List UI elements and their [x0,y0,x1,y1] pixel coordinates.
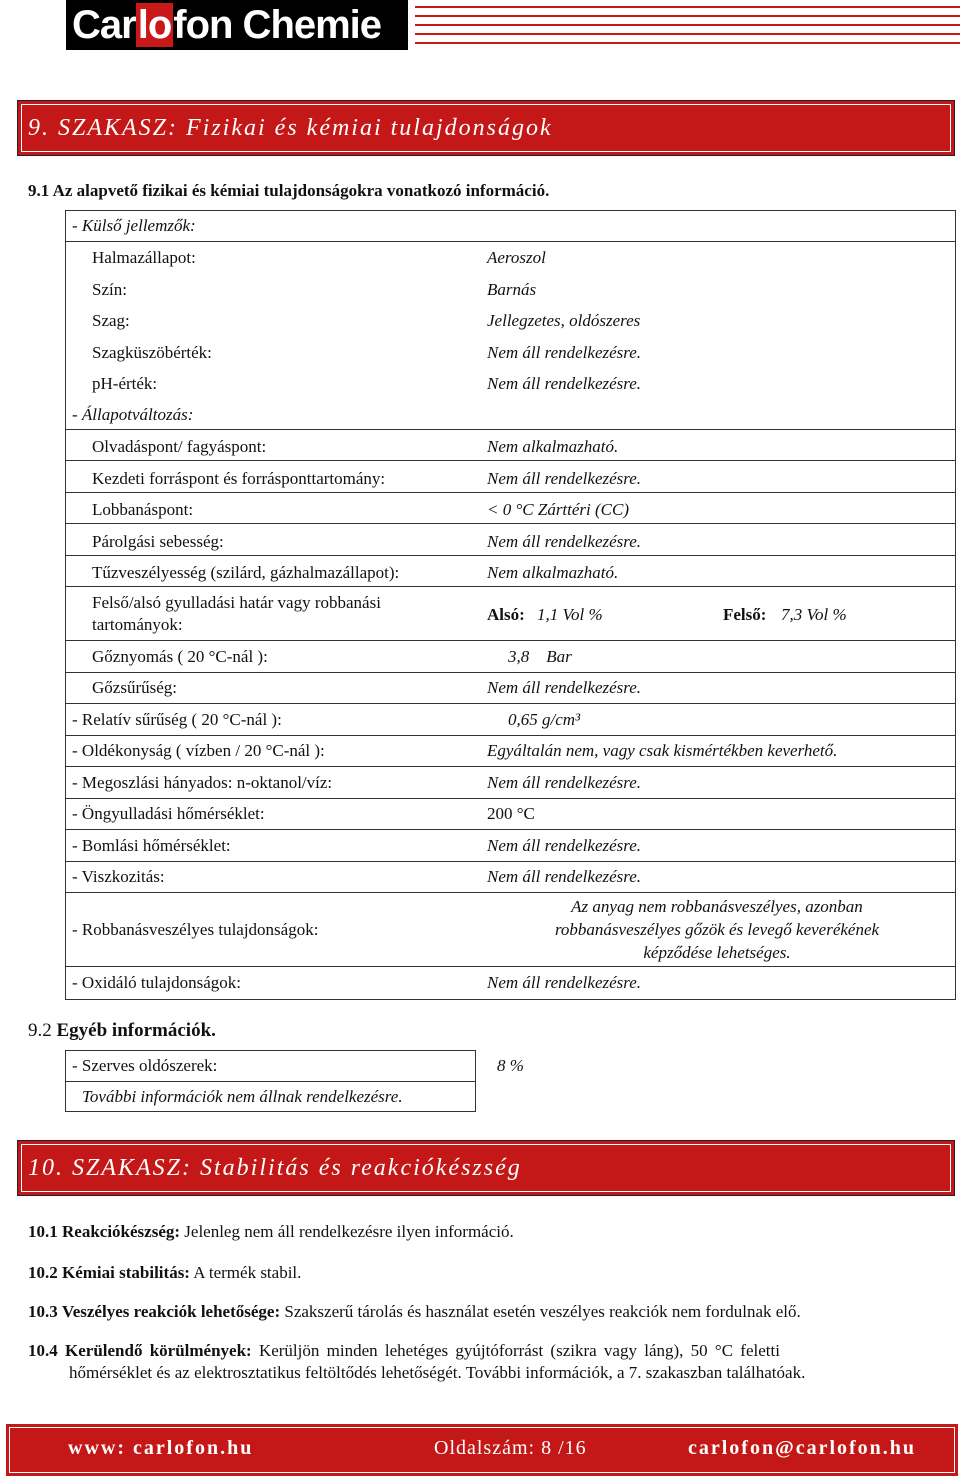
row-label: Kezdeti forráspont és forrásponttartomány: [92,469,386,488]
upper-limit-label: Felső: [723,605,767,624]
upper-limit-value: 7,3 Vol % [781,605,847,624]
item-10-1: 10.1 Reakciókészség: Jelenleg nem áll rendelkezésre ilyen információ. [28,1222,514,1241]
row-divider [65,861,956,862]
row-divider [65,966,956,967]
row-label: - Öngyulladási hőmérséklet: [72,804,265,823]
row-value: Jellegzetes, oldószeres [487,311,641,330]
row-divider [65,429,956,430]
row-label: Olvadáspont/ fagyáspont: [92,437,267,456]
row-label: - Oldékonyság ( vízben / 20 °C-nál ): [72,741,325,760]
row-label: Gőzsűrűség: [92,678,177,697]
item-10-3: 10.3 Veszélyes reakciók lehetősége: Szakszerű tárolás és használat esetén veszélyes reakciók nem fordulnak elő. [28,1302,801,1321]
row-divider [65,640,956,641]
row-value: Nem áll rendelkezésre. [487,773,642,792]
row-value: 200 °C [487,804,535,823]
row-label: Lobbanáspont: [92,500,194,519]
section-10-title: 10. SZAKASZ: Stabilitás és reakciókészség [28,1155,522,1181]
row-value: Nem áll rendelkezésre. [487,973,642,992]
lower-limit-label: Alsó: [487,605,525,624]
row-divider [65,1081,476,1082]
row-value: Nem alkalmazható. [487,563,619,582]
row-divider [65,766,956,767]
row-label: Szagküszöbérték: [92,343,212,362]
row-value: képződése lehetséges. [643,943,791,962]
section-9-title: 9. SZAKASZ: Fizikai és kémiai tulajdonságok [28,115,553,141]
row-divider [65,703,956,704]
subsection-9-2-heading: 9.2 Egyéb információk. [28,1020,216,1041]
row-label: Halmazállapot: [92,248,196,267]
row-value: Nem áll rendelkezésre. [487,836,642,855]
row-divider [65,523,956,524]
subsection-9-1-heading: 9.1 Az alapvető fizikai és kémiai tulajdonságokra vonatkozó információ. [28,181,550,200]
more-info-text: További információk nem állnak rendelkezésre. [82,1087,403,1106]
row-value: Nem áll rendelkezésre. [487,469,642,488]
row-divider [65,798,956,799]
row-divider [65,460,956,461]
footer-page-number: Oldalszám: 8 /16 [434,1437,587,1459]
row-divider [65,829,956,830]
row-label: Párolgási sebesség: [92,532,224,551]
row-value: < 0 °C Zárttéri (CC) [487,500,630,519]
row-label: Tűzveszélyesség (szilárd, gázhalmazállapot): [92,563,400,582]
row-value: robbanásveszélyes gőzök és levegő keverékének [554,920,880,939]
row-label: Szín: [92,280,127,299]
item-10-2: 10.2 Kémiai stabilitás: A termék stabil. [28,1263,302,1282]
page-footer [6,1424,958,1476]
row-divider [65,492,956,493]
row-label: - Oxidáló tulajdonságok: [72,973,242,992]
row-label: - Külső jellemzők: [72,216,196,235]
row-value: Egyáltalán nem, vagy csak kismértékben keverhető. [487,741,838,760]
section-9-header [17,100,955,156]
row-value: 3,8 Bar [508,647,572,666]
row-divider [65,555,956,556]
footer-website: www: carlofon.hu [68,1437,254,1459]
row-label: pH-érték: [92,374,158,393]
row-value: Nem áll rendelkezésre. [487,343,642,362]
row-label: - Relatív sűrűség ( 20 °C-nál ): [72,710,282,729]
row-value: Az anyag nem robbanásveszélyes, azonban [571,897,863,916]
row-label: Felső/alsó gyulladási határ vagy robbanási [92,593,381,612]
row-label: - Állapotváltozás: [72,405,194,424]
row-value: Nem áll rendelkezésre. [487,374,642,393]
row-label: - Megoszlási hányados: n-oktanol/víz: [72,773,333,792]
row-divider [65,735,956,736]
row-label: - Bomlási hőmérséklet: [72,836,231,855]
page-header [0,0,960,50]
row-value: Nem áll rendelkezésre. [487,867,642,886]
lower-limit-value: 1,1 Vol % [537,605,603,624]
row-label: Gőznyomás ( 20 °C-nál ): [92,647,268,666]
solvent-value: 8 % [497,1056,524,1075]
row-divider [65,241,956,242]
header-decoration [415,0,960,50]
row-label: - Robbanásveszélyes tulajdonságok: [72,920,319,939]
row-value: Nem áll rendelkezésre. [487,532,642,551]
footer-email: carlofon@carlofon.hu [688,1437,917,1459]
item-10-4: 10.4 Kerülendő körülmények: Kerüljön minden lehetéges gyújtóforrást (szikra vagy láng), 50 °C feletti [28,1341,780,1360]
row-value: Barnás [487,280,537,299]
row-label: - Viszkozitás: [72,867,165,886]
section-10-header [17,1140,955,1196]
row-value: Nem áll rendelkezésre. [487,678,642,697]
row-value: Aeroszol [487,248,546,267]
company-logo: Carlofon Chemie [66,0,408,50]
row-label: Szag: [92,311,130,330]
row-divider [65,586,956,587]
row-value: Nem alkalmazható. [487,437,619,456]
solvent-label: - Szerves oldószerek: [72,1056,218,1075]
row-divider [65,672,956,673]
item-10-4-cont: hőmérséklet és az elektrosztatikus feltöltődés lehetőségét. További információk, a 7. szakaszban találhatóak. [69,1363,806,1382]
row-divider [65,892,956,893]
row-label: tartományok: [92,615,183,634]
row-value: 0,65 g/cm³ [508,710,581,729]
